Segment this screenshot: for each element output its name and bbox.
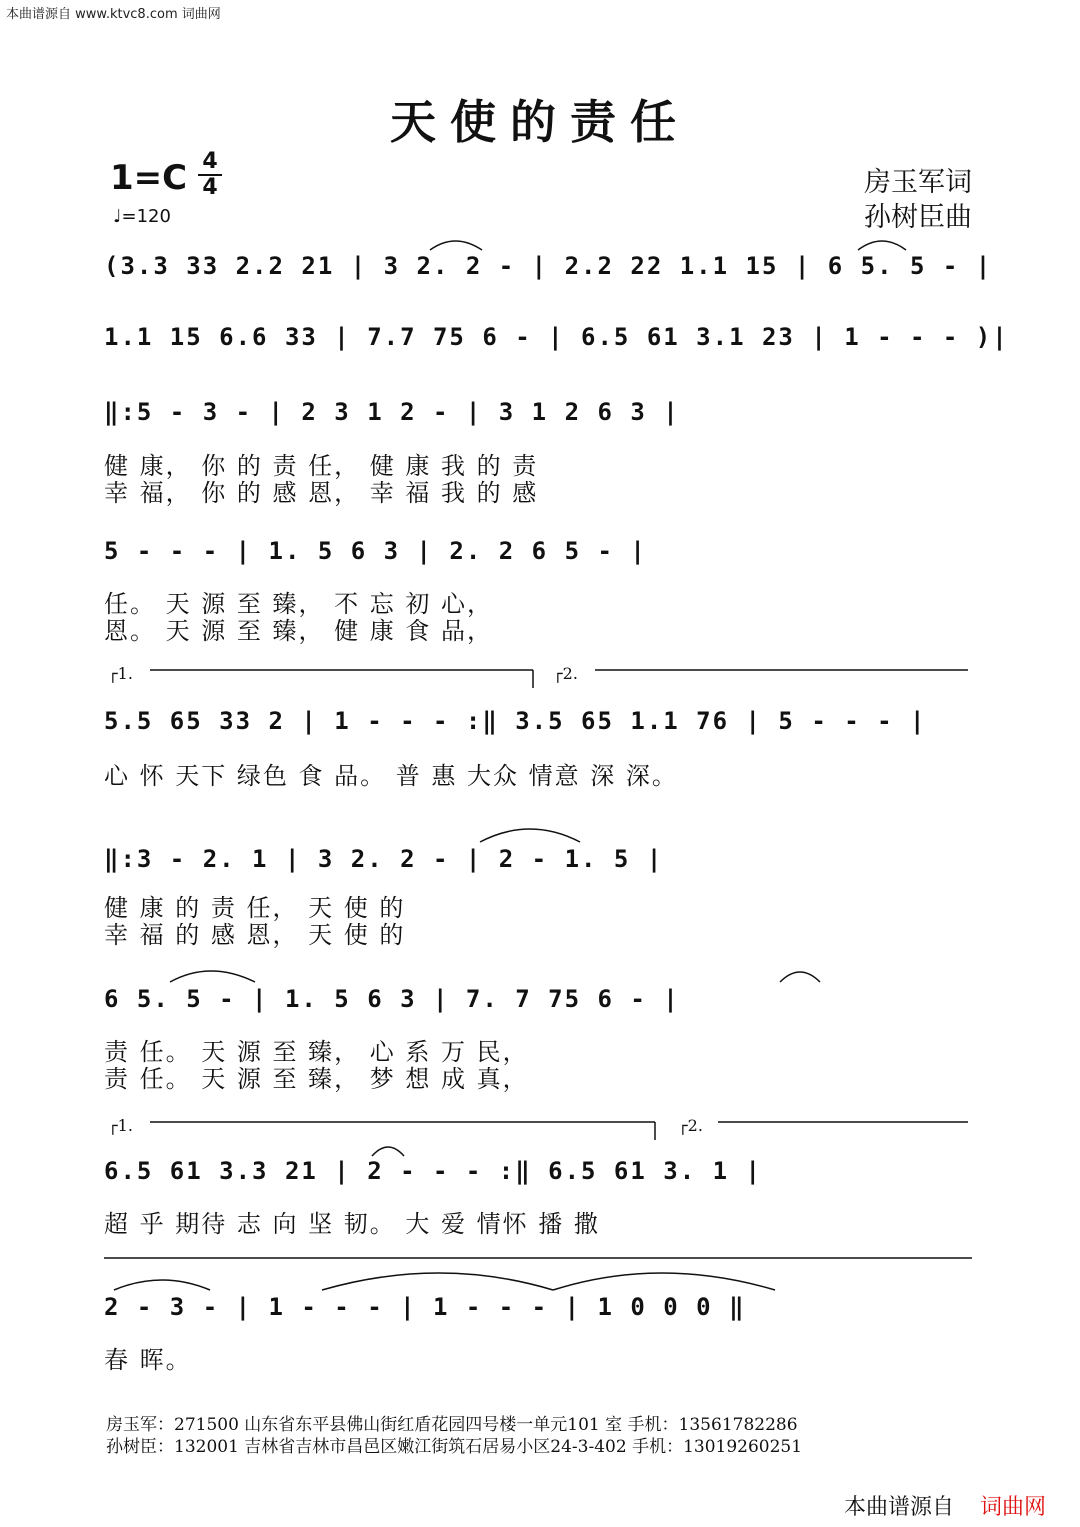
slur-b1 (480, 829, 580, 842)
section-b-lyric-1-v1: 健 康 的 责 任， 天 使 的 (104, 894, 406, 922)
section-b-notes-3: 6.5 61 3.3 21 | 2 - - - :‖ 6.5 61 3. 1 | (104, 1157, 762, 1185)
intro-line-1: (3.3 33 2.2 21 | 3 2. 2 - | 2.2 22 1.1 15 | 6 5. 5 - | (104, 252, 993, 280)
section-b-lyric-3: 超 乎 期待 志 向 坚 韧。 大 爱 情怀 播 撒 (104, 1210, 600, 1238)
section-b-notes-4: 2 - 3 - | 1 - - - | 1 - - - | 1 0 0 0 ‖ (104, 1293, 746, 1321)
brand-source-label: 本曲谱源自 (843, 1495, 954, 1520)
section-b-notes-1: ‖:3 - 2. 1 | 3 2. 2 - | 2 - 1. 5 | (104, 845, 664, 873)
section-a-lyric-2-v2: 恩。 天 源 至 臻， 健 康 食 品， (104, 617, 494, 645)
page-title: 天使的责任 (390, 95, 690, 149)
key-signature: 1=C (110, 158, 188, 198)
slur-b3 (780, 972, 820, 982)
slur-b2 (170, 971, 255, 982)
time-top: 4 (202, 149, 218, 174)
brand-logo-text[interactable]: 词曲网 (979, 1495, 1046, 1520)
section-a-notes-3: 5.5 65 33 2 | 1 - - - :‖ 3.5 65 1.1 76 | 5 - - - | (104, 707, 927, 735)
composer-credit: 孙树臣曲 (864, 202, 972, 233)
slur-intro-2 (858, 241, 906, 250)
slur-b5 (322, 1273, 553, 1290)
section-b-lyric-2-v2: 责 任。 天 源 至 臻， 梦 想 成 真， (104, 1065, 529, 1093)
section-a-ending-1: ┌1. (108, 664, 133, 683)
section-b-lyric-2-v1: 责 任。 天 源 至 臻， 心 系 万 民， (104, 1038, 529, 1066)
time-bottom: 4 (202, 175, 218, 200)
intro-line-2: 1.1 15 6.6 33 | 7.7 75 6 - | 6.5 61 3.1 23 | 1 - - - )| (104, 323, 1009, 351)
section-b-lyric-1-v2: 幸 福 的 感 恩， 天 使 的 (104, 921, 406, 949)
section-a-lyric-3: 心 怀 天下 绿色 食 品。 普 惠 大众 情意 深 深。 (104, 762, 678, 790)
footer-lyricist-contact: 房玉军：271500 山东省东平县佛山街红盾花园四号楼一单元101 室 手机：13561782286 (106, 1415, 798, 1435)
section-a-notes-2: 5 - - - | 1. 5 6 3 | 2. 2 6 5 - | (104, 537, 647, 565)
section-a-lyric-1-v1: 健 康， 你 的 责 任， 健 康 我 的 责 (104, 452, 539, 480)
watermark: 本曲谱源自 www.ktvc8.com 词曲网 (6, 7, 221, 22)
slur-b7 (372, 1147, 404, 1156)
slur-b4 (114, 1280, 210, 1290)
lyricist-credit: 房玉军词 (864, 167, 972, 198)
footer-composer-contact: 孙树臣：132001 吉林省吉林市昌邑区嫩江街筑石居易小区24-3-402 手机：13019260251 (106, 1437, 803, 1457)
slur-b6 (553, 1273, 775, 1290)
section-a-lyric-2-v1: 任。 天 源 至 臻， 不 忘 初 心， (104, 590, 494, 618)
section-b-notes-2: 6 5. 5 - | 1. 5 6 3 | 7. 7 75 6 - | (104, 985, 680, 1013)
section-b-ending-1: ┌1. (108, 1116, 133, 1135)
section-a-lyric-1-v2: 幸 福， 你 的 感 恩， 幸 福 我 的 感 (104, 479, 539, 507)
section-a-ending-2: ┌2. (553, 664, 578, 683)
section-a-notes-1: ‖:5 - 3 - | 2 3 1 2 - | 3 1 2 6 3 | (104, 398, 680, 426)
slur-intro-1 (430, 241, 482, 250)
section-b-lyric-4: 春 晖。 (104, 1346, 192, 1374)
tempo-marking: ♩=120 (113, 206, 171, 227)
section-b-ending-2: ┌2. (678, 1116, 703, 1135)
